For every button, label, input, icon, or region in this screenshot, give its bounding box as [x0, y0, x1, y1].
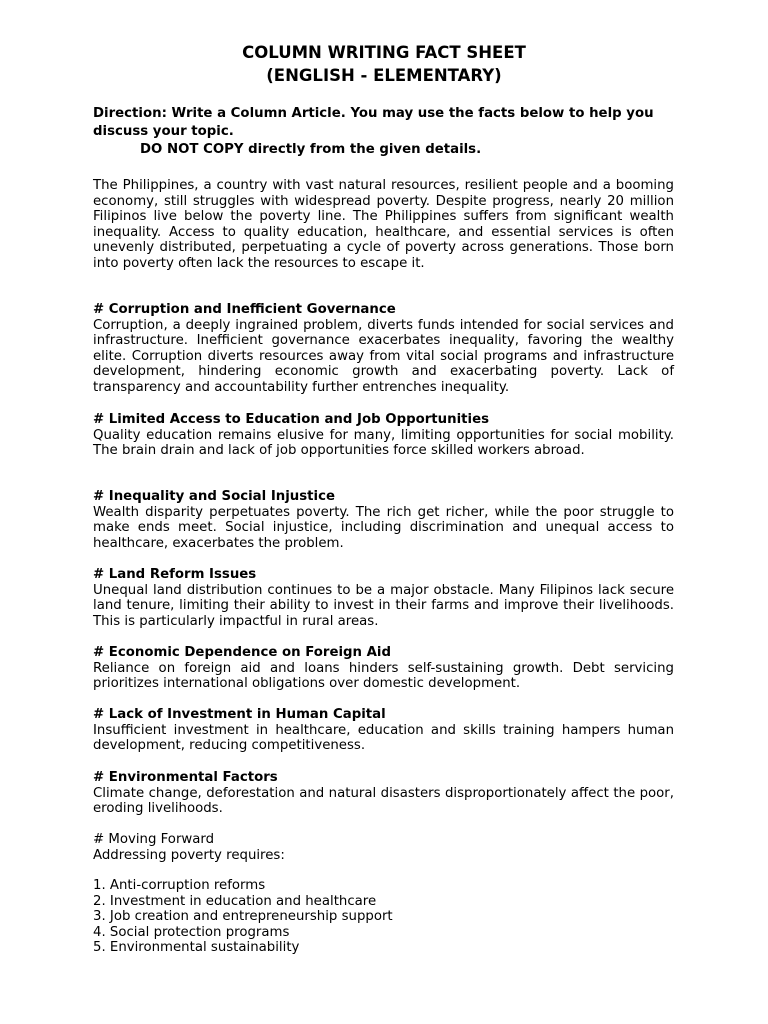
section-body: Quality education remains elusive for many, limiting opportunities for social mobility. The brain drain and lack of job opportunities force skilled workers abroad. — [93, 427, 674, 459]
section-foreign-aid — [93, 645, 674, 692]
section-heading: # Environmental Factors — [93, 770, 278, 785]
section-moving-forward — [93, 832, 674, 863]
section-inequality — [93, 489, 674, 551]
section-body: Reliance on foreign aid and loans hinders self-sustaining growth. Debt servicing prioritizes international obligations over domestic development. — [93, 660, 674, 692]
list-item: 4. Social protection programs — [93, 924, 290, 940]
section-body: Wealth disparity perpetuates poverty. The rich get richer, while the poor struggle to make ends meet. Social injustice, including discrimination and unequal access to healthcare, exacerbates the problem. — [93, 504, 674, 551]
section-heading: # Land Reform Issues — [93, 567, 257, 582]
section-heading: # Corruption and Inefficient Governance — [93, 302, 396, 317]
recommendations-list — [93, 878, 674, 956]
direction-text: Direction: Write a Column Article. You may use the facts below to help you discuss your topic. — [93, 106, 654, 139]
document-title: COLUMN WRITING FACT SHEET — [242, 43, 526, 62]
list-item: 2. Investment in education and healthcare — [93, 893, 377, 909]
section-body: Corruption, a deeply ingrained problem, diverts funds intended for social services and infrastructure. Inefficient governance exacerbates inequality, favoring the wealthy elite. Corruption diverts resources away from vital social programs and infrastructure development, hindering economic growth and exacerbating poverty. Lack of transparency and accountability further entrenches inequality. — [93, 317, 674, 395]
section-heading: # Economic Dependence on Foreign Aid — [93, 645, 392, 660]
section-intro: Addressing poverty requires: — [93, 847, 285, 863]
section-education — [93, 412, 674, 459]
section-body: Insufficient investment in healthcare, education and skills training hampers human development, reducing competitiveness. — [93, 722, 674, 754]
section-land-reform — [93, 567, 674, 629]
intro-paragraph: The Philippines, a country with vast natural resources, resilient people and a booming economy, still struggles with widespread poverty. Despite progress, nearly 20 million Filipinos live below the poverty line. The Philippines suffers from significant wealth inequality. Access to quality education, healthcare, and essential services is often unevenly distributed, perpetuating a cycle of poverty across generations. Those born into poverty often lack the resources to escape it. — [93, 178, 674, 271]
section-heading: # Inequality and Social Injustice — [93, 489, 335, 504]
section-corruption — [93, 302, 674, 396]
document-subtitle: (ENGLISH - ELEMENTARY) — [266, 66, 502, 85]
section-human-capital — [93, 707, 674, 754]
list-item: 1. Anti-corruption reforms — [93, 878, 266, 893]
section-heading: # Moving Forward — [93, 832, 215, 847]
section-heading: # Limited Access to Education and Job Opportunities — [93, 412, 489, 427]
section-body: Unequal land distribution continues to be a major obstacle. Many Filipinos lack secure land tenure, limiting their ability to invest in their farms and improve their livelihoods. This is particularly impactful in rural areas. — [93, 582, 674, 629]
section-environment — [93, 770, 674, 817]
section-heading: # Lack of Investment in Human Capital — [93, 707, 386, 722]
list-item: 3. Job creation and entrepreneurship support — [93, 909, 393, 925]
list-item: 5. Environmental sustainability — [93, 940, 300, 956]
direction-note: DO NOT COPY directly from the given details. — [140, 142, 482, 157]
section-body: Climate change, deforestation and natural disasters disproportionately affect the poor, eroding livelihoods. — [93, 785, 674, 817]
